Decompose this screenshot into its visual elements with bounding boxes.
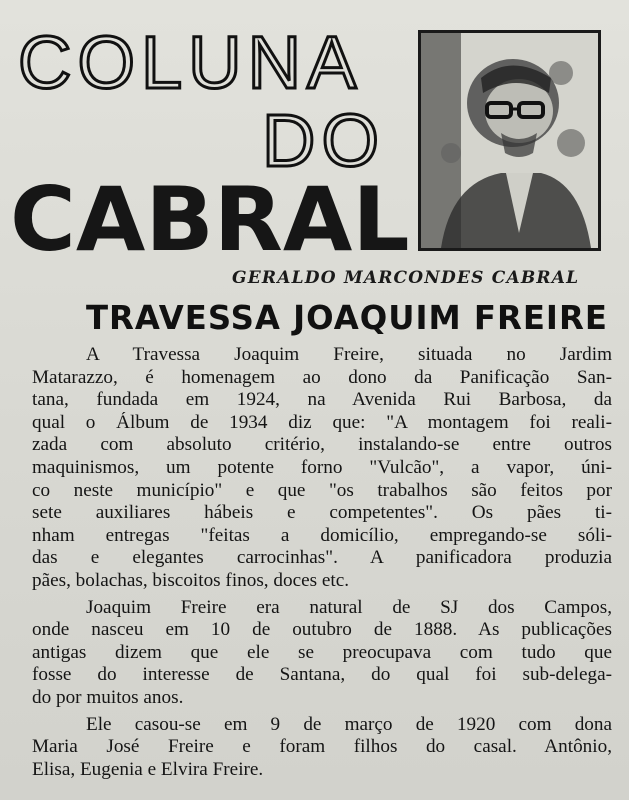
text-line: Elisa, Eugenia e Elvira Freire. bbox=[32, 758, 264, 780]
portrait-photo-icon bbox=[418, 30, 601, 251]
column-masthead bbox=[8, 21, 410, 271]
text-line: Ele casou-se em 9 de março de 1920 com dona bbox=[86, 713, 612, 735]
portrait-illustration bbox=[421, 33, 598, 248]
text-line: A Travessa Joaquim Freire, situada no Jardim bbox=[86, 344, 612, 365]
text-line: onde nasceu em 10 de outubro de 1888. As publicações bbox=[32, 619, 612, 641]
text-line: sete auxiliares hábeis e competentes". Os pães ti- bbox=[32, 502, 612, 524]
text-line: co neste município" e que "os trabalhos são feitos por bbox=[32, 479, 612, 501]
paragraph-3 bbox=[32, 714, 612, 782]
text-line: antigas dizem que ele se preocupava com tudo que bbox=[32, 641, 612, 663]
text-line: tana, fundada em 1924, na Avenida Rui Barbosa, da bbox=[32, 389, 612, 411]
article-body bbox=[32, 344, 612, 785]
text-line: maquinismos, um potente forno "Vulcão", a vapor, úni- bbox=[32, 456, 612, 478]
paragraph-1 bbox=[32, 344, 612, 593]
text-line: Joaquim Freire era natural de SJ dos Campos, bbox=[86, 596, 612, 618]
text-line: fosse do interesse de Santana, do qual foi sub-delega- bbox=[32, 664, 612, 686]
text-line: pães, bolachas, biscoitos finos, doces etc. bbox=[32, 569, 350, 591]
paragraph-2 bbox=[32, 597, 612, 710]
masthead-line-cabral: CABRAL bbox=[10, 168, 410, 271]
text-line: zada com absoluto critério, instalando-se entre outros bbox=[32, 434, 612, 456]
article-headline: TRAVESSA JOAQUIM FREIRE bbox=[86, 298, 608, 337]
text-line: Matarazzo, é homenagem ao dono da Panificação San- bbox=[32, 366, 612, 388]
author-byline: GERALDO MARCONDES CABRAL bbox=[232, 268, 580, 288]
text-line: do por muitos anos. bbox=[32, 686, 184, 708]
masthead-line-coluna: COLUNA bbox=[18, 21, 363, 104]
text-line: qual o Álbum de 1934 diz que: "A montagem foi reali- bbox=[32, 411, 612, 433]
text-line: das e elegantes carrocinhas". A panificadora produzia bbox=[32, 547, 612, 569]
masthead-line-do: DO bbox=[262, 99, 385, 182]
text-line: nham entregas "feitas a domicílio, empregando-se sóli- bbox=[32, 524, 612, 546]
text-line: Maria José Freire e foram filhos do casal. Antônio, bbox=[32, 736, 612, 758]
